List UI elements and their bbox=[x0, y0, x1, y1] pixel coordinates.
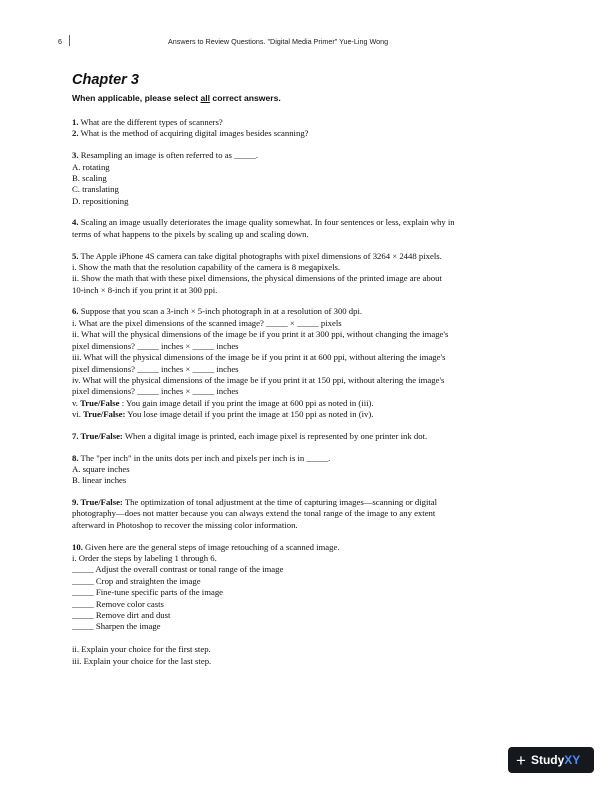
question-3 bbox=[72, 150, 547, 207]
question-line bbox=[72, 398, 547, 409]
question-number: 7. True/False: bbox=[72, 430, 123, 441]
question-text: Suppose that you scan a 3-inch × 5-inch photograph in at a resolution of 300 dpi. bbox=[78, 306, 363, 317]
answer-option: C. translating bbox=[72, 184, 119, 195]
instructions-emphasis: all bbox=[200, 93, 211, 103]
question-line: i. Show the math that the resolution capability of the camera is 8 megapixels. bbox=[72, 261, 341, 272]
question-1-2 bbox=[72, 117, 547, 140]
question-line bbox=[72, 542, 547, 553]
answer-option: A. square inches bbox=[72, 463, 130, 474]
page-header bbox=[58, 37, 558, 51]
retouch-step: _____ Sharpen the image bbox=[72, 621, 161, 632]
question-number: 8. bbox=[72, 452, 79, 463]
question-text: v. bbox=[72, 397, 81, 408]
question-text: The "per inch" in the units dots per inch and pixels per inch is in _____. bbox=[78, 452, 331, 463]
question-line bbox=[72, 431, 547, 442]
question-4 bbox=[72, 217, 547, 240]
question-line: afterward in Photoshop to recover the missing color information. bbox=[72, 519, 298, 530]
brand-accent: XY bbox=[564, 753, 581, 767]
plus-icon: + bbox=[516, 750, 526, 770]
true-false-label: True/False bbox=[80, 397, 120, 408]
question-line bbox=[72, 409, 547, 420]
answer-option: B. linear inches bbox=[72, 475, 127, 486]
answer-option: B. scaling bbox=[72, 172, 107, 183]
question-7 bbox=[72, 431, 547, 442]
question-line bbox=[72, 128, 547, 139]
question-line: ii. Show the math that with these pixel dimensions, the physical dimensions of the printed image are about bbox=[72, 273, 442, 284]
question-10 bbox=[72, 542, 547, 667]
question-number: 9. True/False: bbox=[72, 497, 123, 508]
question-line: ii. What will the physical dimensions of the image be if you print it at 300 ppi, without changing the image's bbox=[72, 329, 449, 340]
question-line bbox=[72, 306, 547, 317]
question-line bbox=[72, 217, 547, 228]
question-text: What are the different types of scanners? bbox=[78, 117, 223, 127]
question-text: What is the method of acquiring digital images besides scanning? bbox=[78, 128, 309, 139]
question-line: i. Order the steps by labeling 1 through 6. bbox=[72, 552, 217, 563]
retouch-step: _____ Fine-tune specific parts of the image bbox=[72, 587, 224, 598]
question-line: pixel dimensions? _____ inches × _____ inches bbox=[72, 340, 239, 351]
question-line: iii. What will the physical dimensions of the image be if you print it at 600 ppi, without altering the image's bbox=[72, 352, 446, 363]
question-line bbox=[72, 251, 547, 262]
question-line bbox=[72, 497, 547, 508]
page-number: 6 bbox=[58, 37, 62, 46]
question-text: The optimization of tonal adjustment at the time of capturing images—scanning or digital bbox=[122, 497, 438, 508]
question-9 bbox=[72, 497, 547, 531]
spacer bbox=[72, 633, 547, 644]
instructions-text: When applicable, please select bbox=[72, 93, 201, 103]
question-8 bbox=[72, 453, 547, 487]
question-number: 2. bbox=[72, 128, 79, 139]
true-false-label: True/False: bbox=[83, 409, 126, 420]
question-line bbox=[72, 117, 547, 128]
studyxy-badge[interactable] bbox=[508, 747, 594, 773]
question-text: Given here are the general steps of image retouching of a scanned image. bbox=[82, 541, 340, 552]
question-text: When a digital image is printed, each image pixel is represented by one printer ink dot. bbox=[122, 430, 428, 441]
running-header-title: Answers to Review Questions. "Digital Media Primer" Yue-Ling Wong bbox=[168, 37, 389, 46]
question-number: 4. bbox=[72, 217, 79, 228]
question-number: 10. bbox=[72, 541, 83, 552]
chapter-title: Chapter 3 bbox=[72, 72, 139, 88]
question-text: You lose image detail if you print the image at 150 ppi as noted in (iv). bbox=[125, 409, 374, 420]
question-number: 1. bbox=[72, 117, 79, 127]
header-divider bbox=[69, 35, 70, 46]
question-5 bbox=[72, 251, 547, 297]
question-line: iv. What will the physical dimensions of the image be if you print it at 150 ppi, without altering the image's bbox=[72, 374, 445, 385]
instructions bbox=[72, 93, 547, 103]
question-6 bbox=[72, 306, 547, 420]
question-text: The Apple iPhone 4S camera can take digital photographs with pixel dimensions of 3264 × 2448 pixels. bbox=[78, 250, 442, 261]
question-line: i. What are the pixel dimensions of the scanned image? _____ × _____ pixels bbox=[72, 317, 342, 328]
retouch-step: _____ Remove dirt and dust bbox=[72, 610, 171, 620]
retouch-step: _____ Adjust the overall contrast or tonal range of the image bbox=[72, 564, 284, 575]
question-line bbox=[72, 150, 547, 161]
answer-option: D. repositioning bbox=[72, 195, 129, 206]
brand-name: Study bbox=[530, 753, 565, 767]
answer-option: A. rotating bbox=[72, 161, 110, 172]
question-text: Scaling an image usually deteriorates the image quality somewhat. In four sentences or less, explain why in bbox=[78, 217, 455, 228]
question-line: photography—does not matter because you can always extend the tonal range of the image to any extent bbox=[72, 508, 436, 519]
question-line: pixel dimensions? _____ inches × _____ inches bbox=[72, 386, 239, 397]
question-line: terms of what happens to the pixels by scaling up and scaling down. bbox=[72, 228, 309, 239]
question-line: pixel dimensions? _____ inches × _____ inches bbox=[72, 363, 239, 374]
instructions-text: correct answers. bbox=[210, 93, 281, 103]
question-number: 5. bbox=[72, 250, 79, 261]
retouch-step: _____ Crop and straighten the image bbox=[72, 575, 201, 586]
question-number: 3. bbox=[72, 150, 79, 161]
document-body bbox=[72, 72, 547, 677]
question-text: Resampling an image is often referred to as _____. bbox=[78, 150, 259, 161]
question-number: 6. bbox=[72, 306, 79, 317]
retouch-step: _____ Remove color casts bbox=[72, 598, 164, 609]
question-line bbox=[72, 453, 547, 464]
question-line: iii. Explain your choice for the last step. bbox=[72, 655, 212, 666]
question-text: : You gain image detail if you print the image at 600 ppi as noted in (iii). bbox=[119, 397, 374, 408]
question-line: ii. Explain your choice for the first step. bbox=[72, 644, 211, 655]
question-line: 10-inch × 8-inch if you print it at 300 ppi. bbox=[72, 284, 218, 295]
question-text: vi. bbox=[72, 409, 84, 420]
